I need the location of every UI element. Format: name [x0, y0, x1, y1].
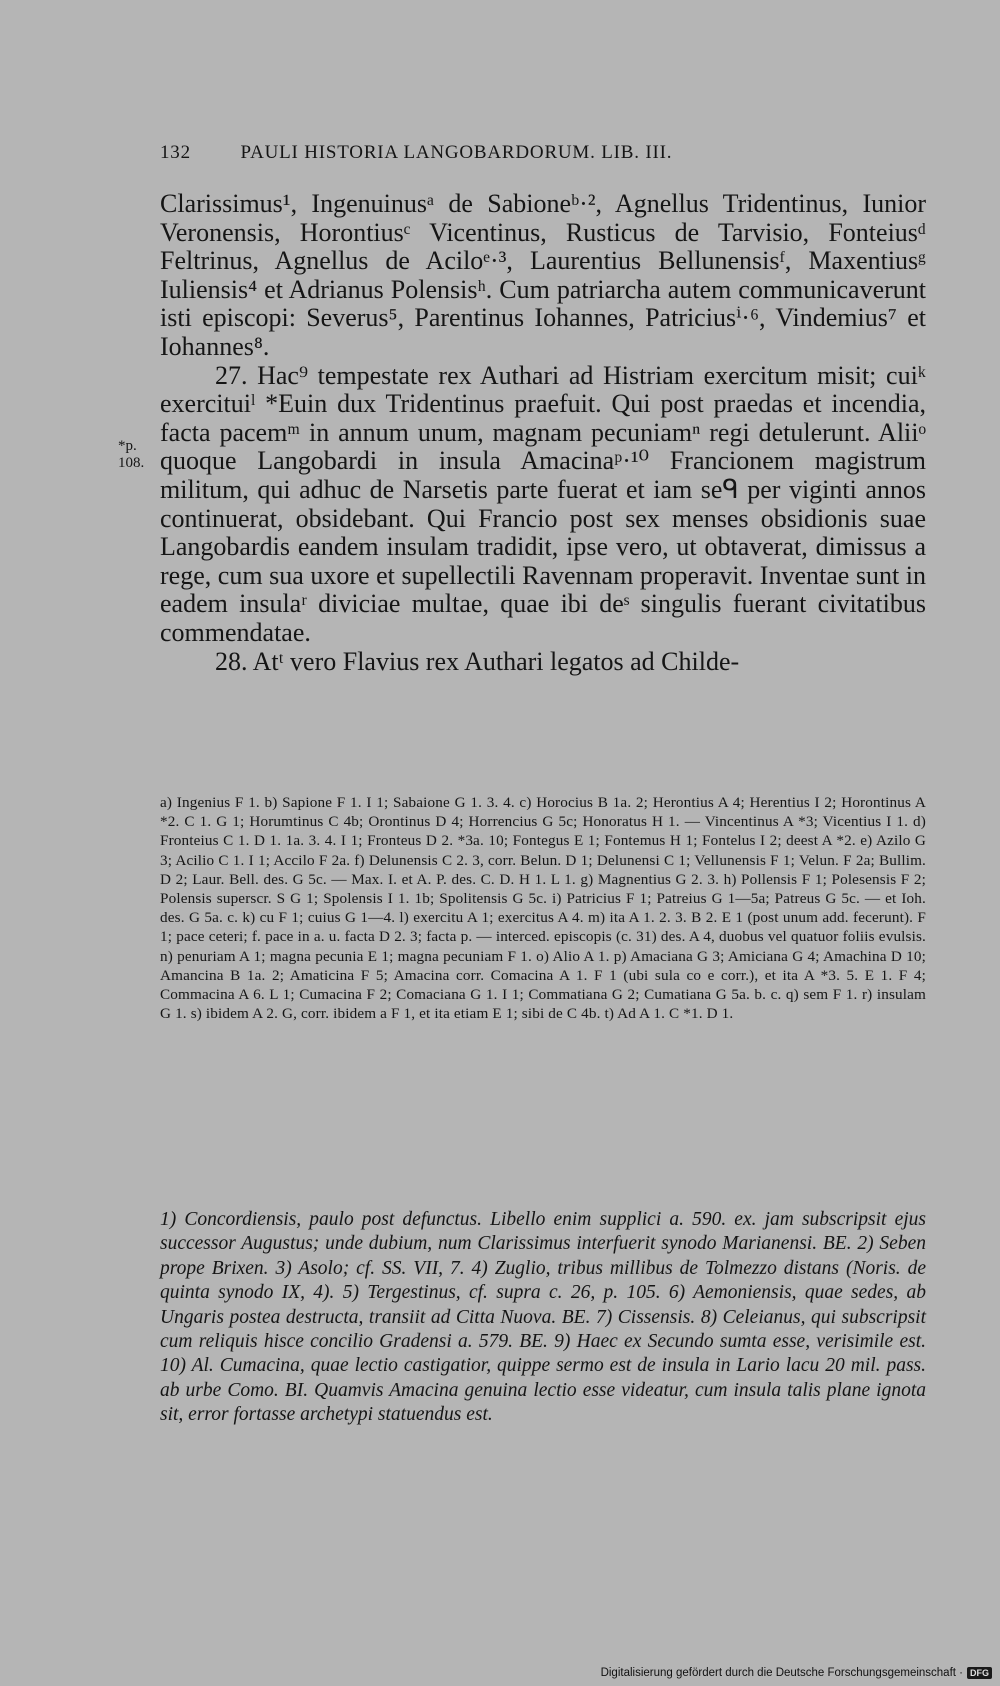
apparatus-text: a) Ingenius F 1. b) Sapione F 1. I 1; Sabaione G 1. 3. 4. c) Horocius B 1a. 2; Herontius A 4; Herentius I 2; Horontinus A *2. C 1. G 1; Horumtinus C 4b; Orontinus D 4; Horrencius G 5c; Honoratus H 1. — Vincentinus A *3; Vicentius I 1. d) Fronteius C 1. D 1. 1a. 3. 4. I 1; Fronteus D 2. *3a. 10; Fontegus E 1; Fontemus H 1; Fontelus I 2; deest A *2. e) Azilo G 3; Acilio C 1. I 1; Accilo F 2a. f) Delunensis C 2. 3, corr. Belun. D 1; Delunensi C 1; Vellunensis F 1; Velun. F 2a; Bullim. D 2; Laur. Bell. des. G 5c. — Max. I. et A. P. des. C. D. H 1. L 1. g) Magnentius G 2. 3. h) Pollensis F 1; Polesensis F 2; Polensis superscr. S G 1; Spolensis I 1. 1b; Spolitensis G 5c. i) Patricius F 1; Patreius G 1—5a; Patreus G 5c. — et Ioh. des. G 5a. c. k) cu F 1; cuius G 1—4. l) exercitu A 1; exercitus A 4. m) ita A 1. 2. 3. B 2. E 1 (post unum add. fecerunt). F 1; pace ceteri; f. pace in a. u. facta D 2. 3; facta p. — interced. episcopis (c. 31) des. A 4, duobus vel quatuor foliis evulsis. n) penuriam A 1; magna pecunia E 1; magna pecuniam F 1. o) Alio A 1. p) Amaciana G 3; Amiciana G 4; Amachina D 10; Amancina B 1a. 2; Amaticina F 5; Amacina corr. Comacina A 1. F 1 (ubi sula co e corr.), et ita A *3. 5. E 1. F 4; Commacina A 6. L 1; Cumacina F 2; Comaciana G 1. I 1; Commatiana G 2; Cumatiana G 5a. b. c. q) sem F 1. r) insulam G 1. s) ibidem A 2. G, corr. ibidem a F 1, et ita etiam E 1; sibi de C 4b. t) Ad A 1. C *1. D 1. [160, 794, 926, 1023]
footnotes [160, 1208, 926, 1428]
main-paragraph-27: 27. Hac⁹ tempestate rex Authari ad Histriam exercitum misit; cuiᵏ exercituiˡ *Euin dux Tridentinus praefuit. Qui post praedas et incendia, facta pacemᵐ in annum unum, magnam pecuniamⁿ regi detulerunt. Aliiᵒ quoque Langobardi in insula Amacinaᵖ·¹⁰ Francionem magistrum militum, qui adhuc de Narsetis parte fuerat et iam seᑫ per viginti annos continuerat, obsidebant. Qui Francio post sex menses obsidionis suae Langobardis eandem insulam tradidit, ipse vero, ut obtaverat, dimissus a rege, cum sua uxore et supellectili Ravennam properavit. Inventae sunt in eadem insulaʳ diviciae multae, quae ibi deˢ singulis fuerant civitatibus commendatae. [160, 360, 926, 647]
main-paragraph-28: 28. Atᵗ vero Flavius rex Authari legatos ad Childe- [215, 646, 740, 676]
main-text [160, 190, 926, 676]
digitization-footer [578, 1664, 992, 1682]
main-paragraph-1: Clarissimus¹, Ingenuinusᵃ de Sabioneᵇ·², Agnellus Tridentinus, Iunior Veronensis, Horontiusᶜ Vicentinus, Rusticus de Tarvisio, Fonteiusᵈ Feltrinus, Agnellus de Aciloᵉ·³, Laurentius Bellunensisᶠ, Maxentiusᵍ Iuliensis⁴ et Adrianus Polensisʰ. Cum patriarcha autem communicaverunt isti episcopi: Severus⁵, Parentinus Iohannes, Patriciusⁱ·⁶, Vindemius⁷ et Iohannes⁸. [160, 189, 926, 361]
footer-text: Digitalisierung gefördert durch die Deutsche Forschungsgemeinschaft · [600, 1667, 963, 1679]
dfg-logo: DFG [967, 1667, 992, 1679]
margin-page-reference: *p. 108. [118, 438, 145, 471]
running-title: PAULI HISTORIA LANGOBARDORUM. LIB. III. [240, 142, 673, 163]
page-number: 132 [160, 142, 191, 163]
critical-apparatus [160, 793, 926, 1023]
footnotes-text: 1) Concordiensis, paulo post defunctus. Libello enim supplici a. 590. ex. jam subscripsit ejus successor Augustus; unde dubium, num Clarissimus interfuerit synodo Marianensi. BE. 2) Seben prope Brixen. 3) Asolo; cf. SS. VII, 7. 4) Zuglio, tribus millibus de Tolmezzo distans (Noris. de quinta synodo IX, 4). 5) Tergestinus, cf. supra c. 26, p. 105. 6) Aemoniensis, quae sedes, ab Ungaris postea destructa, transiit ad Citta Nuova. BE. 7) Cissensis. 8) Celeianus, qui subscripsit cum reliquis hisce concilio Gradensi a. 579. BE. 9) Haec ex Secundo sumta esse, verisimile est. 10) Al. Cumacina, quae lectio castigatior, quippe sermo est de insula in Lario lacu 20 mil. pass. ab urbe Como. BI. Quamvis Amacina genuina lectio esse videatur, cum insula talis plane ignota sit, error fortasse archetypi statuendus est. [160, 1209, 926, 1426]
running-header [160, 142, 860, 164]
